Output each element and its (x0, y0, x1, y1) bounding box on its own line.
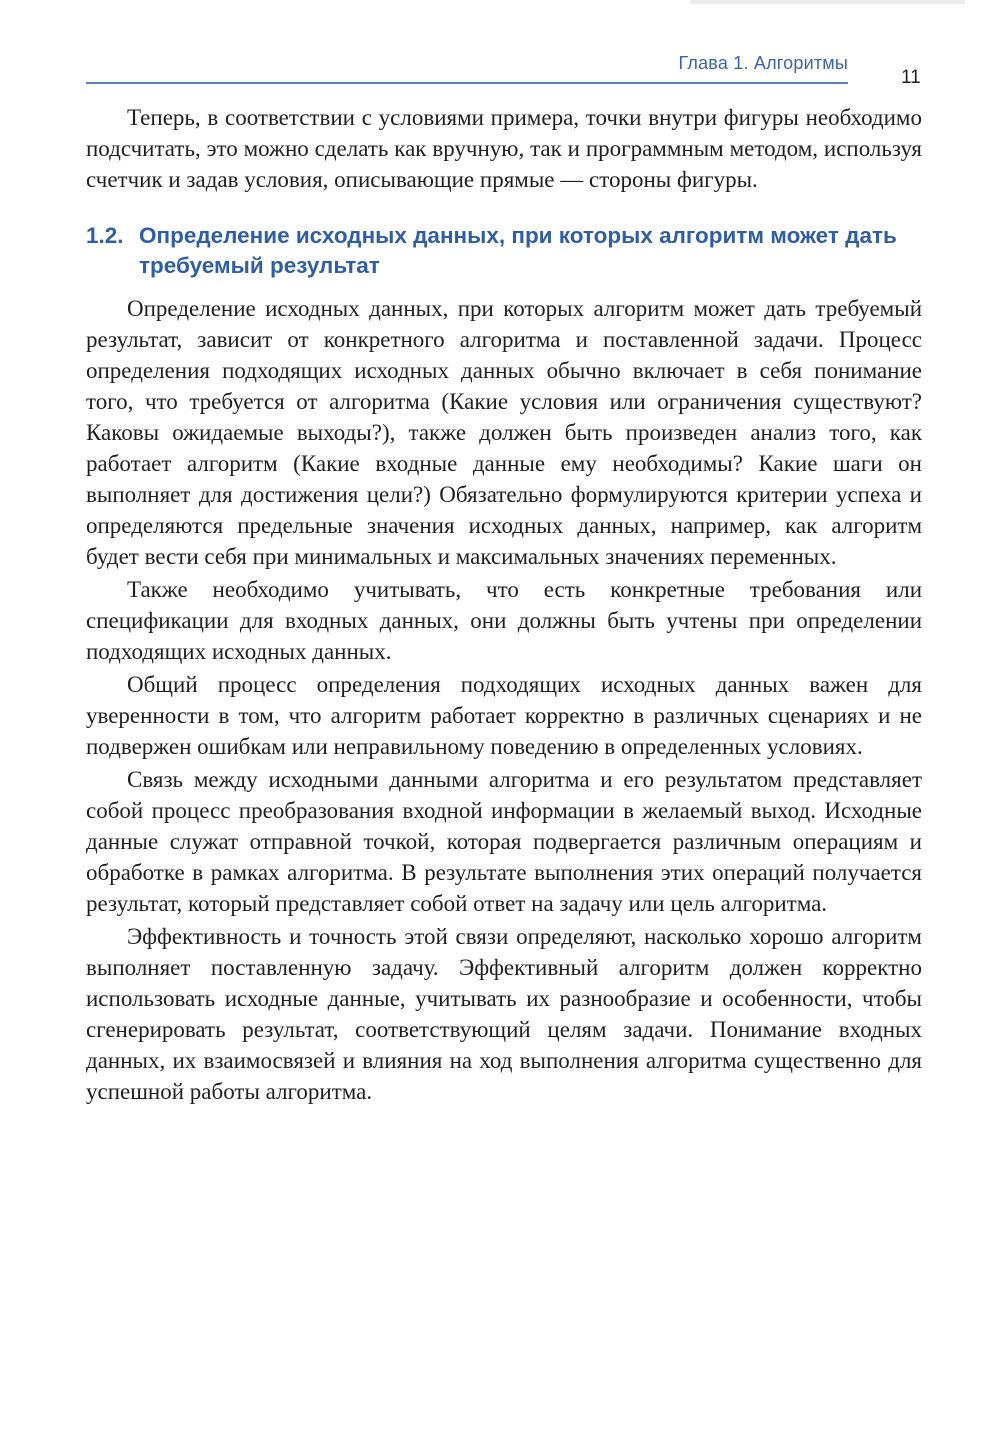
section-number: 1.2. (86, 223, 124, 248)
section-title: Определение исходных данных, при которых алгоритм может дать требуемый результат (139, 223, 897, 278)
body-paragraph: Также необходимо учитывать, что есть конкретные требования или спецификации для входных данных, они должны быть учтены при определении подходящих исходных данных. (86, 577, 922, 664)
body-paragraph: Определение исходных данных, при которых алгоритм может дать требуемый результат, зависит от конкретного алгоритма и поставленной задачи. Процесс определения подходящих исходных данных обычно включает в себя понимание того, что требуется от алгоритма (Какие условия или ограничения существуют? Каковы ожидаемые выходы?), также должен быть произведен анализ того, как работает алгоритм (Какие входные данные ему необходимы? Какие шаги он выполняет для достижения цели?) Обязательно формулируются критерии успеха и определяются предельные значения исходных данных, например, как алгоритм будет вести себя при минимальных и максимальных значениях переменных. (86, 296, 922, 569)
page-number: 11 (901, 67, 921, 88)
intro-paragraph: Теперь, в соответствии с условиями примера, точки внутри фигуры необходимо подсчитать, это можно сделать как вручную, так и программным методом, используя счетчик и задав условия, описывающие прямые — стороны фигуры. (86, 105, 922, 192)
body-paragraph: Общий процесс определения подходящих исходных данных важен для уверенности в том, что алгоритм работает корректно в различных сценариях и не подвержен ошибкам или неправильному поведению в определенных условиях. (86, 672, 922, 759)
body-paragraph: Эффективность и точность этой связи определяют, насколько хорошо алгоритм выполняет поставленную задачу. Эффективный алгоритм должен корректно использовать исходные данные, учитывать их разнообразие и особенности, чтобы сгенерировать результат, соответствующий целям задачи. Понимание входных данных, их взаимосвязей и влияния на ход выполнения алгоритма существенно для успешной работы алгоритма. (86, 924, 922, 1104)
page-edge-shadow (690, 0, 965, 4)
chapter-title: Глава 1. Алгоритмы (678, 53, 848, 73)
running-header (86, 50, 848, 84)
section-heading (86, 221, 922, 281)
page-body (86, 102, 922, 1107)
body-paragraph: Связь между исходными данными алгоритма и его результатом представляет собой процесс преобразования входной информации в желаемый выход. Исходные данные служат отправной точкой, которая подвергается различным операциям и обработке в рамках алгоритма. В результате выполнения этих операций получается результат, который представляет собой ответ на задачу или цель алгоритма. (86, 767, 922, 916)
